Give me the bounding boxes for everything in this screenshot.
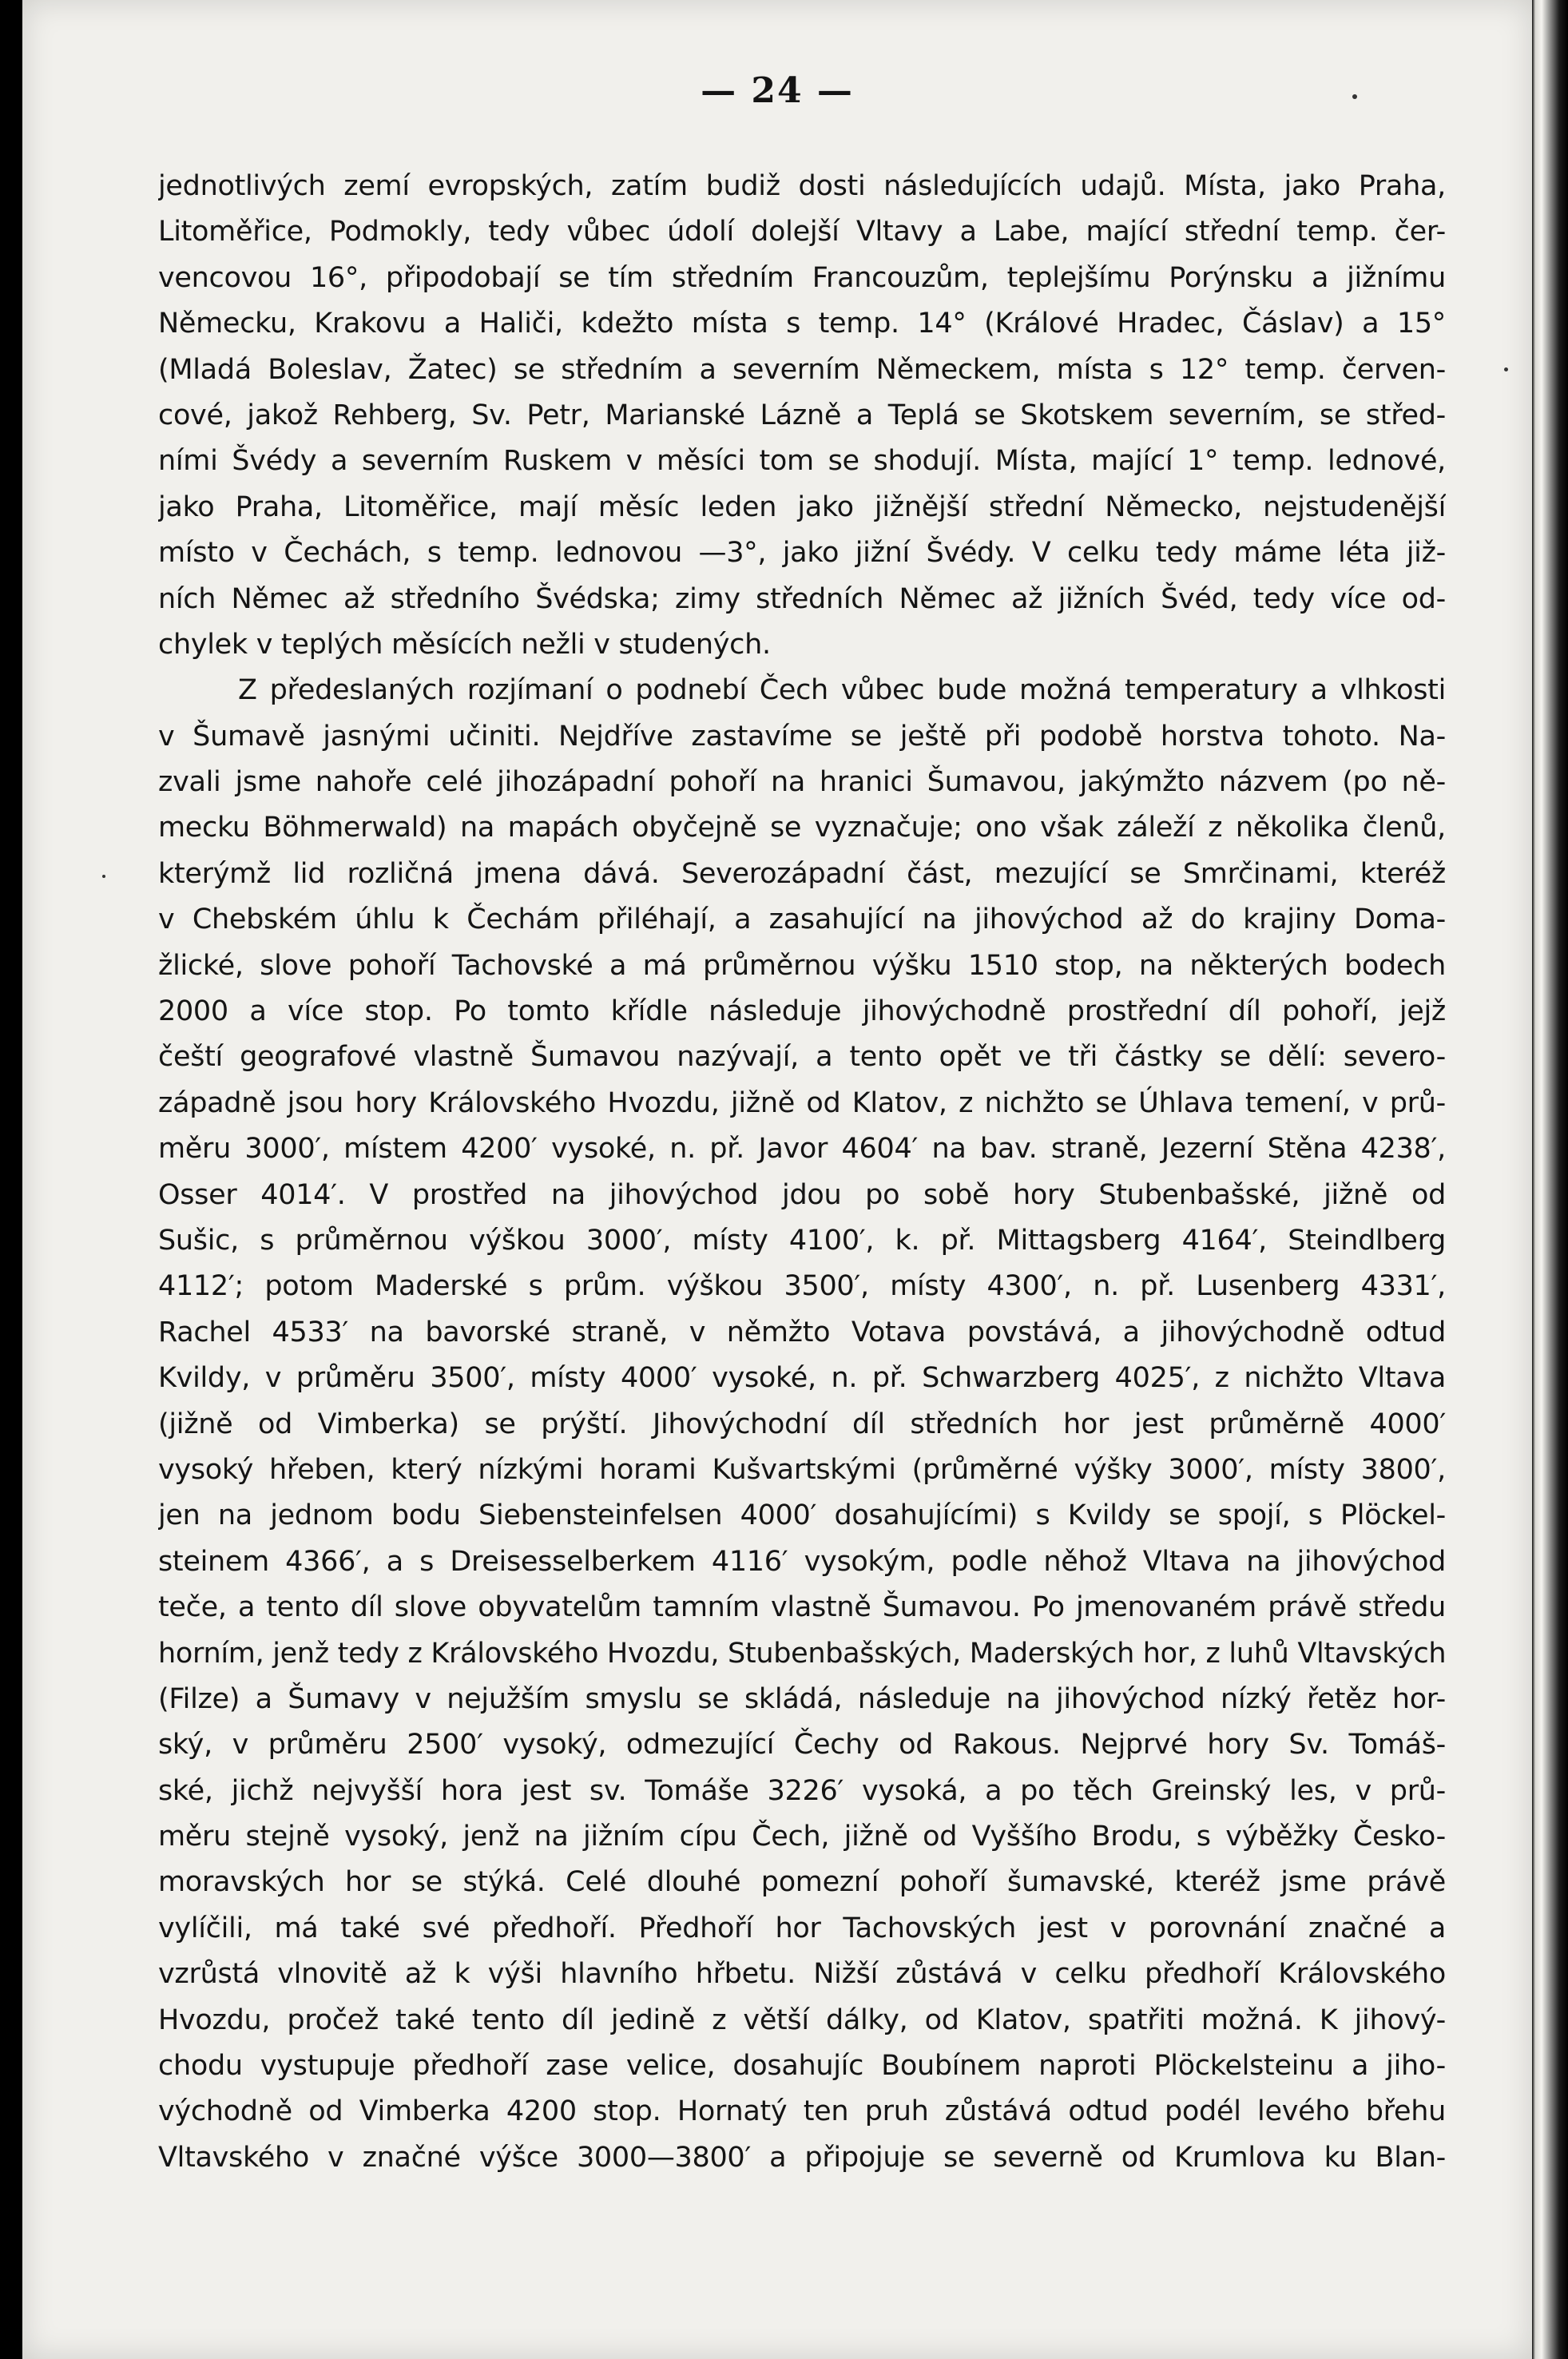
text-line: kterýmž lid rozličná jmena dává. Severozápadní část, mezující se Smrčinami, kteréž bbox=[158, 857, 1446, 890]
text-line: (Mladá Boleslav, Žatec) se středním a severním Německem, místa s 12° temp. červen- bbox=[158, 353, 1446, 386]
text-line: moravských hor se stýká. Celé dlouhé pomezní pohoří šumavské, kteréž jsme právě bbox=[158, 1866, 1446, 1899]
text-line: Rachel 4533′ na bavorské straně, v němžto Votava povstává, a jihovýchodně odtud bbox=[158, 1316, 1446, 1348]
text-line: jako Praha, Litoměřice, mají měsíc leden jako jižnější střední Německo, nejstudenější bbox=[158, 490, 1446, 523]
text-line: (jižně od Vimberka) se prýští. Jihovýchodní díl středních hor jest průměrně 4000′ bbox=[158, 1408, 1446, 1440]
text-line: mecku Böhmerwald) na mapách obyčejně se vyznačuje; ono však záleží z několika členů, bbox=[158, 812, 1446, 844]
text-line: 2000 a více stop. Po tomto křídle následuje jihovýchodně prostřední díl pohoří, jejž bbox=[158, 995, 1446, 1028]
text-line: Sušic, s průměrnou výškou 3000′, místy 4100′, k. př. Mittagsberg 4164′, Steindlberg bbox=[158, 1224, 1446, 1257]
text-line: měru 3000′, místem 4200′ vysoké, n. př. Javor 4604′ na bav. straně, Jezerní Stěna 4238′, bbox=[158, 1133, 1446, 1166]
text-line: cové, jakož Rehberg, Sv. Petr, Marianské Lázně a Teplá se Skotskem severním, se střed- bbox=[158, 399, 1446, 431]
text-line: Kvildy, v průměru 3500′, místy 4000′ vysoké, n. př. Schwarzberg 4025′, z nichžto Vltava bbox=[158, 1362, 1446, 1395]
text-line: Německu, Krakovu a Haliči, kdežto místa s temp. 14° (Králové Hradec, Čáslav) a 15° bbox=[158, 308, 1446, 340]
text-line: Osser 4014′. V prostřed na jihovýchod jdou po sobě hory Stubenbašské, jižně od bbox=[158, 1178, 1446, 1211]
text-line: Z předeslaných rozjímaní o podnebí Čech vůbec bude možná temperatury a vlhkosti bbox=[238, 674, 1446, 707]
text-line: zvali jsme nahoře celé jihozápadní pohoří na hranici Šumavou, jakýmžto názvem (po ně- bbox=[158, 766, 1446, 799]
text-line: v Šumavě jasnými učiniti. Nejdříve zastavíme se ještě při podobě horstva tohoto. Na- bbox=[158, 720, 1446, 753]
text-line: v Chebském úhlu k Čechám přiléhají, a zasahující na jihovýchod až do krajiny Doma- bbox=[158, 903, 1446, 936]
text-line: ský, v průměru 2500′ vysoký, odmezující Čechy od Rakous. Nejprvé hory Sv. Tomáš- bbox=[158, 1729, 1446, 1761]
page-number: — 24 — bbox=[701, 70, 854, 111]
book-page bbox=[22, 0, 1532, 2359]
text-line: horním, jenž tedy z Královského Hvozdu, Stubenbašských, Maderských hor, z luhů Vltavských bbox=[158, 1637, 1446, 1670]
text-line: žlické, slove pohoří Tachovské a má průměrnou výšku 1510 stop, na některých bodech bbox=[158, 949, 1446, 982]
text-line: západně jsou hory Královského Hvozdu, jižně od Klatov, z nichžto se Úhlava temení, v prů- bbox=[158, 1086, 1446, 1119]
text-line: vencovou 16°, připodobají se tím středním Francouzům, teplejšímu Porýnsku a jižnímu bbox=[158, 261, 1446, 294]
text-line: místo v Čechách, s temp. lednovou —3°, jako jižní Švédy. V celku tedy máme léta již- bbox=[158, 537, 1446, 570]
text-line: východně od Vimberka 4200 stop. Hornatý ten pruh zůstává odtud podél levého břehu bbox=[158, 2095, 1446, 2128]
page-edge-shadow bbox=[1532, 0, 1568, 2359]
text-line: vzrůstá vlnovitě až k výši hlavního hřbetu. Nižší zůstává v celku předhoří Královského bbox=[158, 1958, 1446, 1991]
text-line: 4112′; potom Maderské s prům. výškou 3500′, místy 4300′, n. př. Lusenberg 4331′, bbox=[158, 1270, 1446, 1303]
text-line: jednotlivých zemí evropských, zatím budiž dosti následujících udajů. Místa, jako Praha, bbox=[158, 170, 1446, 202]
ink-speck bbox=[102, 875, 105, 878]
text-line: měru stejně vysoký, jenž na jižním cípu Čech, jižně od Vyššího Brodu, s výběžky Česko- bbox=[158, 1821, 1446, 1853]
text-line: čeští geografové vlastně Šumavou nazývají, a tento opět ve tři částky se dělí: severo- bbox=[158, 1041, 1446, 1074]
ink-speck bbox=[1352, 94, 1357, 99]
text-line: ními Švédy a severním Ruskem v měsíci tom se shodují. Místa, mající 1° temp. lednové, bbox=[158, 445, 1446, 478]
text-line: chylek v teplých měsících nežli v studených. bbox=[158, 628, 771, 661]
text-line: jen na jednom bodu Siebensteinfelsen 4000′ dosahujícími) s Kvildy se spojí, s Plöckel- bbox=[158, 1499, 1446, 1532]
ink-speck bbox=[1504, 367, 1508, 371]
body-text bbox=[158, 164, 1446, 2181]
text-line: Hvozdu, pročež také tento díl jedině z větší dálky, od Klatov, spatřiti možná. K jihový- bbox=[158, 2004, 1446, 2036]
text-line: chodu vystupuje předhoří zase velice, dosahujíc Boubínem naproti Plöckelsteinu a jiho- bbox=[158, 2050, 1446, 2083]
text-line: (Filze) a Šumavy v nejužším smyslu se skládá, následuje na jihovýchod nízký řetěz hor- bbox=[158, 1682, 1446, 1715]
text-line: teče, a tento díl slove obyvatelům tamním vlastně Šumavou. Po jmenovaném právě středu bbox=[158, 1591, 1446, 1624]
text-line: Vltavského v značné výšce 3000—3800′ a připojuje se severně od Krumlova ku Blan- bbox=[158, 2141, 1446, 2174]
text-line: vysoký hřeben, který nízkými horami Kušvartskými (průměrné výšky 3000′, místy 3800′, bbox=[158, 1453, 1446, 1486]
text-line: ních Němec až středního Švédska; zimy středních Němec až jižních Švéd, tedy více od- bbox=[158, 582, 1446, 615]
text-line: vylíčili, má také své předhoří. Předhoří hor Tachovských jest v porovnání značné a bbox=[158, 1912, 1446, 1944]
text-line: Litoměřice, Podmokly, tedy vůbec údolí dolejší Vltavy a Labe, mající střední temp. čer- bbox=[158, 216, 1446, 248]
text-line: steinem 4366′, a s Dreisesselberkem 4116′ vysokým, podle něhož Vltava na jihovýchod bbox=[158, 1545, 1446, 1578]
text-line: ské, jichž nejvyšší hora jest sv. Tomáše 3226′ vysoká, a po těch Greinský les, v prů- bbox=[158, 1774, 1446, 1807]
